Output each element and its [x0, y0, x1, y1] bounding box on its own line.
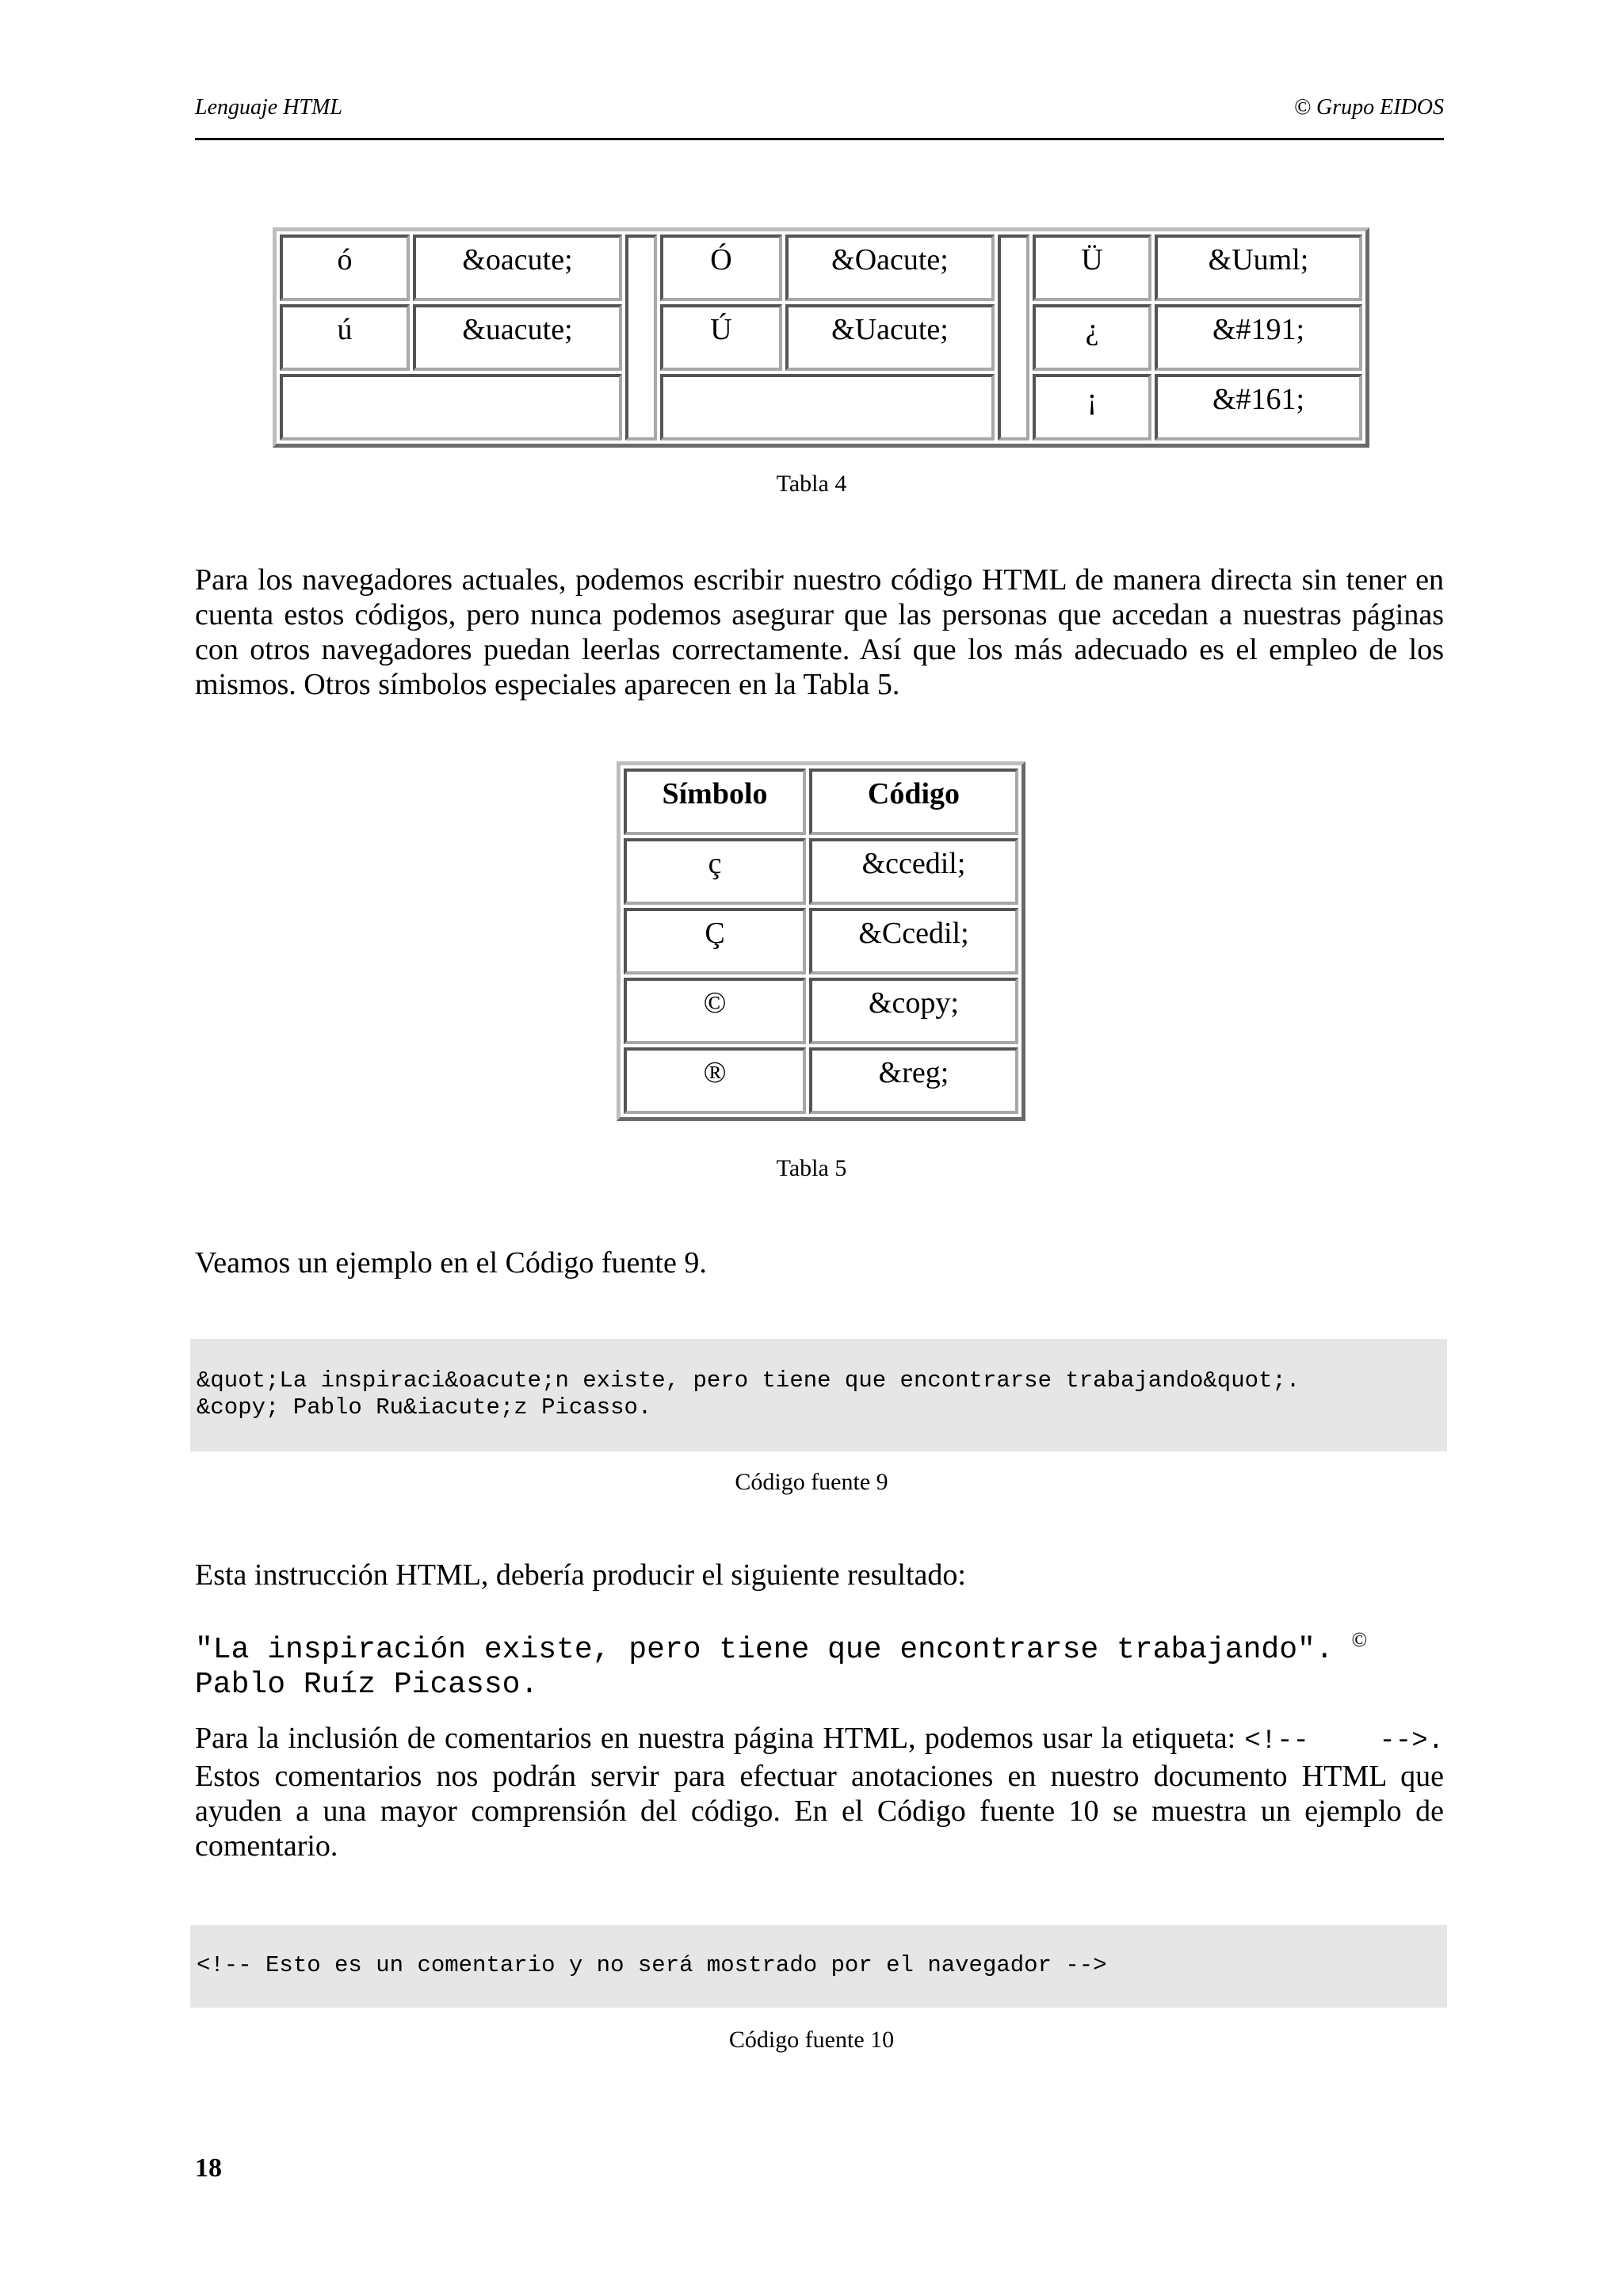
table-cell: ¡	[1033, 374, 1151, 441]
table-row	[280, 304, 1362, 371]
column-header-code: Código	[809, 769, 1018, 835]
table-cell: &ccedil;	[809, 838, 1018, 905]
code-block-9	[190, 1339, 1447, 1451]
table-cell: &#161;	[1155, 374, 1362, 441]
table-cell-empty	[660, 374, 995, 441]
paragraph: Esta instrucción HTML, debería producir el siguiente resultado:	[195, 1558, 966, 1592]
table-4-caption: Tabla 4	[776, 471, 847, 497]
table-cell: ú	[280, 304, 410, 371]
table-5-caption: Tabla 5	[776, 1155, 847, 1181]
running-header-publisher: © Grupo EIDOS	[1293, 95, 1444, 120]
table-row	[280, 374, 1362, 441]
table-cell: &Uacute;	[785, 304, 995, 371]
table-cell: Ú	[660, 304, 782, 371]
code-line: <!-- Esto es un comentario y no será mostrado por el navegador -->	[197, 1952, 1107, 1978]
table-cell: Ç	[624, 908, 806, 974]
table-cell: ®	[624, 1047, 806, 1114]
table-cell-empty	[280, 374, 622, 441]
header-rule	[195, 138, 1444, 140]
table-cell: &copy;	[809, 978, 1018, 1044]
running-header-title: Lenguaje HTML	[195, 95, 342, 120]
paragraph-text: Para la inclusión de comentarios en nuestra página HTML, podemos usar la etiqueta:	[195, 1722, 1245, 1755]
table-cell: ó	[280, 235, 410, 301]
table-row	[624, 838, 1018, 905]
table-row	[280, 235, 1362, 301]
table-cell: Ü	[1033, 235, 1151, 301]
paragraph	[195, 1721, 1444, 1863]
table-header-row	[624, 769, 1018, 835]
table-cell: &Oacute;	[785, 235, 995, 301]
copyright-symbol: ©	[1351, 1628, 1368, 1651]
code-line: &quot;La inspiraci&oacute;n existe, pero tiene que encontrarse trabajando&quot;.	[197, 1367, 1300, 1394]
table-5	[617, 761, 1025, 1121]
rendered-result	[195, 1623, 1463, 1703]
paragraph: Veamos un ejemplo en el Código fuente 9.	[195, 1246, 707, 1280]
code-line: &copy; Pablo Ru&iacute;z Picasso.	[197, 1394, 652, 1421]
code-10-caption: Código fuente 10	[728, 2027, 895, 2053]
table-cell: ç	[624, 838, 806, 905]
table-row	[624, 908, 1018, 974]
table-4	[273, 227, 1369, 448]
paragraph: Para los navegadores actuales, podemos escribir nuestro código HTML de manera directa sin tener en cuenta estos códigos, pero nunca podemos asegurar que las personas que accedan a nuestras páginas con otros navegadores puedan leerlas correctamente. Así que los más adecuado es el empleo de los mismos. Otros símbolos especiales aparecen en la Tabla 5.	[195, 563, 1444, 701]
page-number: 18	[195, 2153, 222, 2183]
table-cell: &uacute;	[413, 304, 622, 371]
table-spacer-cell	[625, 235, 657, 441]
table-cell: ©	[624, 978, 806, 1044]
table-cell: &reg;	[809, 1047, 1018, 1114]
table-cell: ¿	[1033, 304, 1151, 371]
paragraph-text: Estos comentarios nos podrán servir para efectuar anotaciones en nuestro documento HTML que ayuden a una mayor comprensión del código. En el Código fuente 10 se muestra un ejemplo de comentario.	[195, 1760, 1444, 1863]
table-row	[624, 978, 1018, 1044]
comment-tag: <!-- -->.	[1244, 1726, 1445, 1756]
result-line: Pablo Ruíz Picasso.	[195, 1668, 539, 1702]
table-cell: Ó	[660, 235, 782, 301]
table-cell: &Ccedil;	[809, 908, 1018, 974]
code-block-10	[190, 1925, 1447, 2008]
table-cell: &oacute;	[413, 235, 622, 301]
table-cell: &Uuml;	[1155, 235, 1362, 301]
code-9-caption: Código fuente 9	[735, 1469, 888, 1495]
table-row	[624, 1047, 1018, 1114]
table-spacer-cell	[998, 235, 1029, 441]
result-line: "La inspiración existe, pero tiene que encontrarse trabajando".	[195, 1633, 1352, 1667]
column-header-symbol: Símbolo	[624, 769, 806, 835]
table-cell: &#191;	[1155, 304, 1362, 371]
